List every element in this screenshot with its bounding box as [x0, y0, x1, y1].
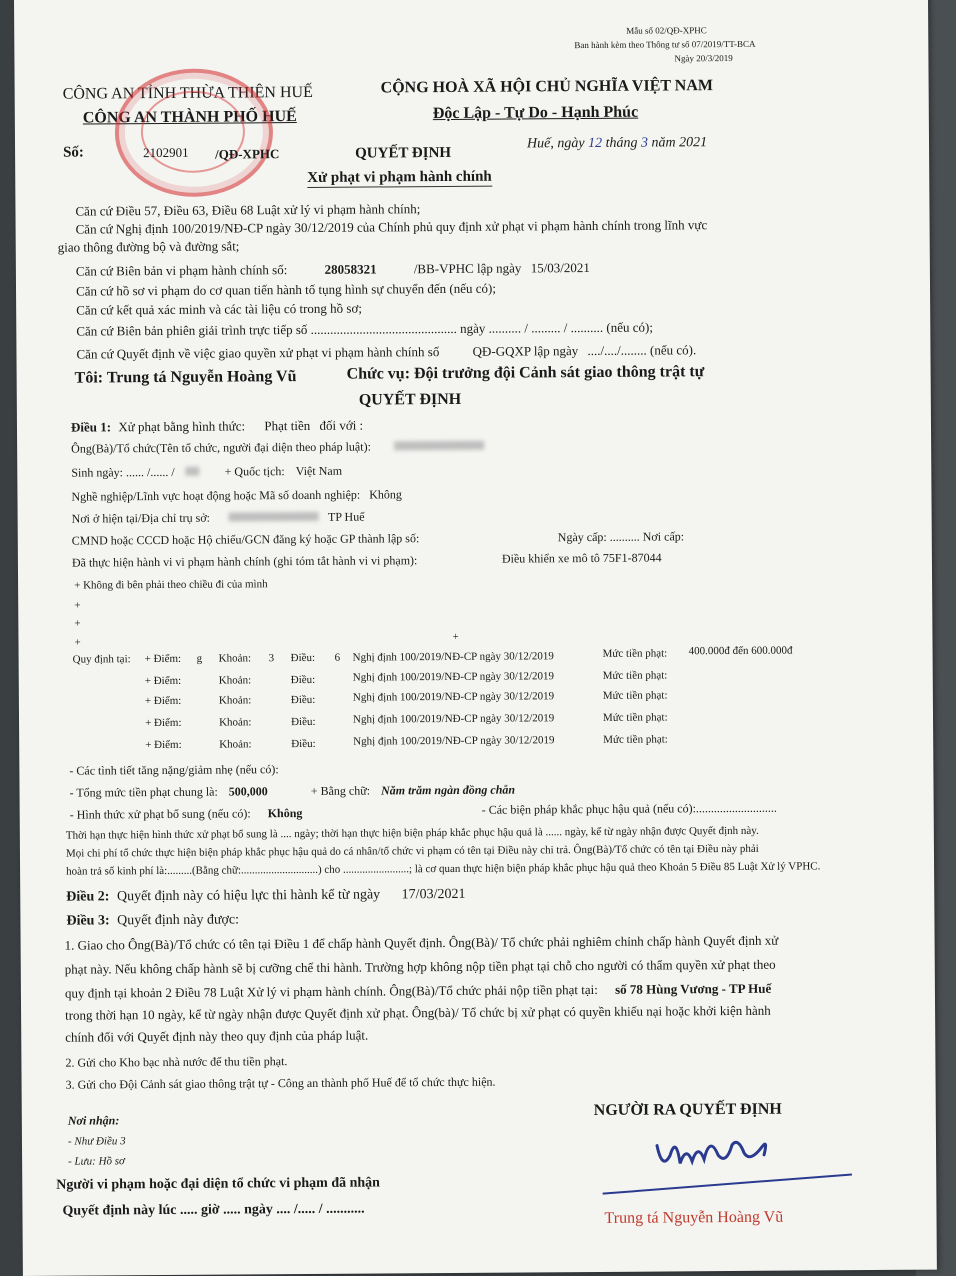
violator-received: Người vi phạm hoặc đại diện tổ chức vi phạm đã nhận [56, 1175, 381, 1193]
article3-l4: trong thời hạn 10 ngày, kể từ ngày nhận được Quyết định xử phạt. Ông(bà)/ Tổ chức bị xử phạt có quyền khiếu nại hoặc khởi kiện hành [65, 1002, 771, 1023]
violation-item-3: + [74, 617, 81, 630]
violation-item-5: + [452, 630, 459, 643]
ground-4: Căn cứ hồ sơ vi phạm do cơ quan tiến hành tố tụng hình sự chuyển đến (nếu có); [75, 280, 497, 299]
recipient-1: - Như Điều 3 [67, 1135, 126, 1148]
additional-penalty-line: - Hình thức xử phạt bổ sung (nếu có): Không [69, 806, 303, 822]
article3-l2: phạt này. Nếu không chấp hành sẽ bị cưỡng chế thi hành. Trường hợp không nộp tiền phạt tại chỗ cho người có thẩm quyền xử phạt theo [64, 956, 776, 977]
form-issued-date: Ngày 20/3/2019 [674, 52, 733, 64]
violator-name-line: Ông(Bà)/Tổ chức(Tên tổ chức, người đại diện theo pháp luật): [71, 439, 484, 457]
nation-line2: Độc Lập - Tự Do - Hạnh Phúc [432, 103, 639, 123]
nation-line1: CỘNG HOÀ XÃ HỘI CHỦ NGHĨA VIỆT NAM [380, 77, 714, 97]
id-line: CMND hoặc CCCD hoặc Hộ chiếu/GCN đăng ký hoặc GP thành lập số: [71, 531, 420, 548]
issue-date-place: Ngày cấp: .......... Nơi cấp: [557, 529, 685, 545]
violation-item-2: + [74, 599, 81, 612]
article3-l3: quy định tại khoản 2 Điều 78 Luật Xử lý vi phạm hành chính. Ông(Bà)/Tổ chức phải nộp tiền phạt tại: số 78 Hùng Vương - TP Huế [64, 980, 772, 1001]
remedial-measures: - Các biện pháp khắc phục hậu quả (nếu có):........................... [481, 800, 777, 817]
decision-maker-title: NGƯỜI RA QUYẾT ĐỊNH [593, 1100, 782, 1119]
decision-title: QUYẾT ĐỊNH [355, 144, 452, 162]
total-penalty-line: - Tổng mức tiền phạt chung là: 500,000 + Bằng chữ: Năm trăm ngàn đồng chẵn [69, 782, 516, 800]
ground-5: Căn cứ kết quả xác minh và các tài liệu có trong hồ sơ; [76, 300, 362, 318]
date-line: Huế, ngày 12 tháng 3 năm 2021 [526, 135, 708, 152]
article1-line: Điều 1: Xử phạt bằng hình thức: Phạt tiền đối với : [70, 417, 364, 435]
violation-item-4: + [74, 636, 81, 649]
penalty-note-2: Mọi chi phí tổ chức thực hiện biện pháp khắc phục hậu quả do cá nhân/tổ chức vi phạm có tên tại Điều này chi trả. Ông(Bà)/Tổ chức có tên tại Điều này phải [65, 842, 759, 860]
rules-label: Quy định tại: [72, 653, 131, 666]
ground-6: Căn cứ Biên bản phiên giải trình trực tiếp số ............................................. ngày .......... / ......... / .......... (nếu có); [76, 319, 653, 339]
article3-heading: Điều 3: Quyết định này được: [66, 912, 240, 929]
received-time: Quyết định này lúc ..... giờ ..... ngày .... /..... / ........... [62, 1201, 365, 1219]
article3-l7: 3. Gửi cho Đội Cảnh sát giao thông trật tự - Công an thành phố Huế để tổ chức thực hiện. [65, 1074, 496, 1092]
ground-3: Căn cứ Biên bản vi phạm hành chính số: 28058321 /BB-VPHC lập ngày 15/03/2021 [75, 259, 590, 279]
officer-name: Tôi: Trung tá Nguyễn Hoàng Vũ [74, 368, 297, 387]
violation-item-1: + Không đi bên phải theo chiều đi của mình [74, 578, 268, 592]
redacted-address [229, 512, 319, 522]
occupation-line: Nghề nghiệp/Lĩnh vực hoạt động hoặc Mã số doanh nghiệp: Không [71, 487, 402, 504]
aggravating-label: - Các tình tiết tăng nặng/giảm nhẹ (nếu có): [69, 762, 279, 778]
penalty-decision-document: Mẫu số 02/QĐ-XPHC Ban hành kèm theo Thông tư số 07/2019/TT-BCA Ngày 20/3/2019 CÔNG AN TỈNH THỪA THIÊN HUẾ CÔNG AN THÀNH PHỐ HUẾ Số: 2102901 /QĐ-XPHC CỘNG HOÀ XÃ HỘI CHỦ NGHĨA VIỆT NAM Độc Lập - Tự Do - Hạnh Phúc Huế, ngày 12 tháng 3 năm 2021 QUYẾT ĐỊNH Xử phạt vi phạm hành chính Căn cứ Điều 57, Điều 63, Điều 68 Luật xử lý vi phạm hành chính; Căn cứ Nghị định 100/2019/NĐ-CP ngày 30/12/2019 của Chính phủ quy định xử phạt vi phạm hành chính trong lĩnh vực giao thông đường bộ và đường sắt; Căn cứ Biên bản vi phạm hành chính số: 28058321 /BB-VPHC lập ngày 15/03/2021 Căn cứ hồ sơ vi phạm do cơ quan tiến hành tố tụng hình sự chuyển đến (nếu có); Căn cứ kết quả xác minh và các tài liệu có trong hồ sơ; Căn cứ Biên bản phiên giải trình trực tiếp số ............................................. ngày .......... / ......... / .......... (nếu có); Căn cứ Quyết định về việc giao quyền xử phạt vi phạm hành chính số QĐ-GQXP lập ngày ..../..../........ (nếu có). Tôi: Trung tá Nguyễn Hoàng Vũ Chức vụ: Đội trưởng đội Cảnh sát giao thông trật tự QUYẾT ĐỊNH Điều 1: Xử phạt bằng hình thức: Phạt tiền đối với : Ông(Bà)/Tổ chức(Tên tổ chức, người đại diện theo pháp luật): Sinh ngày: ...... /...... / + Quốc tịch: Việt Nam Nghề nghiệp/Lĩnh vực hoạt động hoặc Mã số doanh nghiệp: Không Nơi ở hiện tại/Địa chỉ trụ sở: TP Huế CMND hoặc CCCD hoặc Hộ chiếu/GCN đăng ký hoặc GP thành lập số: Ngày cấp: .......... Nơi cấp: Đã thực hiện hành vi vi phạm hành chính (ghi tóm tắt hành vi vi phạm): Điều khiển xe mô tô 75F1-87044 + Không đi bên phải theo chiều đi của mình + + + + Quy định tại: + Điểm: g Khoản: 3 Điều: 6 Nghị định 100/2019/NĐ-CP ngày 30/12/2019 Mức tiền phạt: 400.000đ đến 600.000đ + Điểm: Khoản: Điều: Nghị định 100/2019/NĐ-CP ngày 30/12/2019 Mức tiền phạt: + Điểm: Khoản: Điều: Nghị định 100/2019/NĐ-CP ngày 30/12/2019 Mức tiền phạt: + Điểm: Khoản: Điều: Nghị định 100/2019/NĐ-CP ngày 30/12/2019 Mức tiền phạt: + Điểm: Khoản: Điều: Nghị định 100/2019/NĐ-CP ngày 30/12/2019 Mức tiền phạt: - Các tình tiết tăng nặng/giảm nhẹ (nếu có): - Tổng mức tiền phạt chung là: 500,000 + Bằng chữ: Năm trăm ngàn đồng chẵn - Hình thức xử phạt bổ sung (nếu có): Không - Các biện pháp khắc phục hậu quả (nếu có):........................... Thời hạn thực hiện hình thức xử phạt bổ sung là .... ngày; thời hạn thực hiện biện pháp khắc phục hậu quả là ...... ngày, kể từ ngày nhận được Quyết định này. Mọi chi phí tổ chức thực hiện biện pháp khắc phục hậu quả do cá nhân/tổ chức vi phạm có tên tại Điều này chi trả. Ông(Bà)/Tổ chức có tên tại Điều này phải hoàn trả số kinh phí là:.........(Bằng chữ:............................) cho ........................; là cơ quan thực hiện biện pháp khắc phục hậu quả theo Khoản 5 Điều 85 Luật Xử lý VPHC. Điều 2: Quyết định này có hiệu lực thi hành kể từ ngày 17/03/2021 Điều 3: Quyết định này được: 1. Giao cho Ông(Bà)/Tổ chức có tên tại Điều 1 để chấp hành Quyết định. Ông(Bà)/ Tổ chức phải nghiêm chỉnh chấp hành Quyết định xử phạt này. Nếu không chấp hành sẽ bị cưỡng chế thi hành. Trường hợp không nộp tiền phạt tại chỗ cho người có thẩm quyền xử phạt theo quy định tại khoản 2 Điều 78 Luật Xử lý vi phạm hành chính. Ông(Bà)/Tổ chức phải nộp tiền phạt tại: số 78 Hùng Vương - TP Huế trong thời hạn 10 ngày, kể từ ngày nhận được Quyết định xử phạt. Ông(bà)/ Tổ chức bị xử phạt có quyền khiếu nại hoặc khởi kiện hành chính đối với Quyết định này theo quy định của pháp luật. 2. Gửi cho Kho bạc nhà nước để thu tiền phạt. 3. Gửi cho Đội Cảnh sát giao thông trật tự - Công an thành phố Huế để tổ chức thực hiện. Nơi nhận: - Như Điều 3 - Lưu: Hồ sơ Người vi phạm hoặc đại diện tổ chức vi phạm đã nhận Quyết định này lúc ..... giờ ..... ngày .... /..... / ........... NGƯỜI RA QUYẾT ĐỊNH Trung tá Nguyễn Hoàng Vũ [14, 0, 937, 1276]
violation-summary-label: Đã thực hiện hành vi vi phạm hành chính (ghi tóm tắt hành vi vi phạm): [71, 553, 418, 570]
recipient-2: - Lưu: Hồ sơ [68, 1155, 125, 1168]
so-label: Số: [63, 144, 84, 161]
penalty-note-1: Thời hạn thực hiện hình thức xử phạt bổ sung là .... ngày; thời hạn thực hiện biện pháp khắc phục hậu quả là ...... ngày, kể từ ngày nhận được Quyết định này. [65, 824, 759, 842]
article3-l5: chính đối với Quyết định này theo quy định của pháp luật. [65, 1027, 369, 1045]
ground-7: Căn cứ Quyết định về việc giao quyền xử phạt vi phạm hành chính số QĐ-GQXP lập ngày ..../..../........ (nếu có). [76, 342, 697, 362]
form-number: Mẫu số 02/QĐ-XPHC [626, 25, 707, 36]
quyet-dinh-heading: QUYẾT ĐỊNH [358, 390, 462, 409]
redacted-name [394, 441, 484, 451]
redacted-year [186, 467, 200, 476]
so-suffix: /QĐ-XPHC [215, 146, 280, 162]
decision-subtitle: Xử phạt vi phạm hành chính [307, 168, 492, 186]
officer-position: Chức vụ: Đội trưởng đội Cảnh sát giao thông trật tự [346, 363, 705, 383]
ground-2b: giao thông đường bộ và đường sắt; [57, 238, 240, 255]
ground-2: Căn cứ Nghị định 100/2019/NĐ-CP ngày 30/12/2019 của Chính phủ quy định xử phạt vi phạm hành chính trong lĩnh vực [75, 217, 708, 237]
birthdate-line: Sinh ngày: ...... /...... / + Quốc tịch: Việt Nam [71, 463, 343, 480]
signer-name: Trung tá Nguyễn Hoàng Vũ [604, 1208, 784, 1227]
so-value: 2102901 [143, 144, 189, 161]
penalty-note-3: hoàn trả số kinh phí là:.........(Bằng chữ:............................) cho ........................; là cơ quan thực hiện biện pháp khắc phục hậu quả theo Khoản 5 Điều 85 Luật Xử lý VPHC. [66, 860, 821, 878]
article3-l1: 1. Giao cho Ông(Bà)/Tổ chức có tên tại Điều 1 để chấp hành Quyết định. Ông(Bà)/ Tổ chức phải nghiêm chỉnh chấp hành Quyết định xử [64, 932, 779, 953]
agency-line2: CÔNG AN THÀNH PHỐ HUẾ [82, 108, 297, 127]
violation-vehicle: Điều khiển xe mô tô 75F1-87044 [501, 550, 662, 566]
ground-1: Căn cứ Điều 57, Điều 63, Điều 68 Luật xử lý vi phạm hành chính; [75, 201, 421, 219]
address-line: Nơi ở hiện tại/Địa chỉ trụ sở: TP Huế [71, 509, 365, 526]
recipients-heading: Nơi nhận: [67, 1113, 120, 1128]
signature-underline [603, 1173, 852, 1194]
official-stamp-icon [114, 68, 273, 197]
article2-line: Điều 2: Quyết định này có hiệu lực thi hành kể từ ngày 17/03/2021 [66, 886, 466, 905]
article3-l6: 2. Gửi cho Kho bạc nhà nước để thu tiền phạt. [65, 1054, 288, 1070]
signature-icon [652, 1125, 802, 1176]
form-issued-with: Ban hành kèm theo Thông tư số 07/2019/TT-BCA [574, 38, 756, 51]
agency-line1: CÔNG AN TỈNH THỪA THIÊN HUẾ [62, 83, 313, 103]
